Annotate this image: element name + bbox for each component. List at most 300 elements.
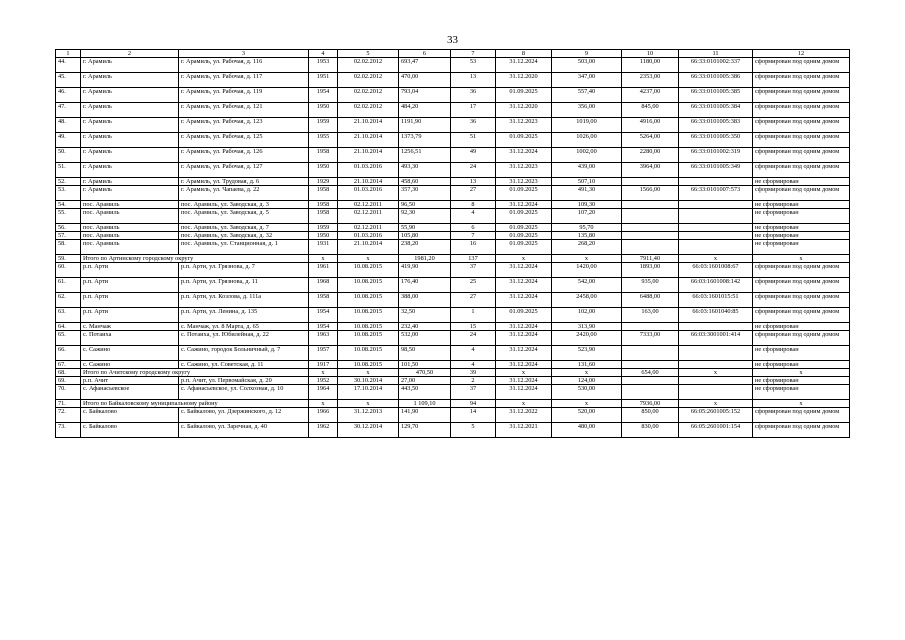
table-cell: 1931 (309, 240, 338, 255)
table-cell: 1962 (309, 423, 338, 438)
table-cell: 64. (56, 323, 81, 331)
table-cell: г. Арамиль (81, 73, 179, 88)
table-row (56, 408, 850, 423)
table-cell: 46. (56, 88, 81, 103)
table-cell (679, 385, 753, 400)
total-label: Итого по Ачитскому городскому округу (81, 369, 309, 377)
table-cell: 443,50 (399, 385, 451, 400)
table-cell: 1958 (309, 201, 338, 209)
table-cell: сформирован под одним домом (753, 186, 850, 201)
table-cell: г. Арамиль (81, 186, 179, 201)
table-cell: 66:03:1601008:67 (679, 263, 753, 278)
table-cell: 25 (451, 278, 496, 293)
table-cell: не сформирован (753, 346, 850, 361)
table-cell (622, 224, 679, 232)
table-cell: г. Арамиль, ул. Рабочая, д. 127 (179, 163, 309, 178)
table-cell: 356,00 (552, 103, 622, 118)
table-cell: 39 (451, 369, 496, 377)
table-cell: 163,00 (622, 308, 679, 323)
table-cell: 21.10.2014 (338, 240, 399, 255)
table-cell: 1959 (309, 118, 338, 133)
table-cell: с. Афанасьевское, ул. Солхозная, д. 10 (179, 385, 309, 400)
table-cell: сформирован под одним домом (753, 293, 850, 308)
column-header: 4 (309, 50, 338, 58)
table-cell: 542,00 (552, 278, 622, 293)
table-cell: 458,60 (399, 178, 451, 186)
table-cell: 37 (451, 385, 496, 400)
table-cell: 01.09.2025 (496, 88, 552, 103)
table-cell: 31.12.2024 (496, 346, 552, 361)
table-row (56, 346, 850, 361)
table-cell: 31.12.2023 (496, 118, 552, 133)
table-row (56, 209, 850, 224)
table-cell: 94 (451, 400, 496, 408)
table-cell: 71. (56, 400, 81, 408)
table-cell: 52. (56, 178, 81, 186)
table-row (56, 88, 850, 103)
table-cell: 439,00 (552, 163, 622, 178)
table-cell: 21.10.2014 (338, 118, 399, 133)
table-cell: сформирован под одним домом (753, 263, 850, 278)
table-cell: 1959 (309, 224, 338, 232)
table-cell: сформирован под одним домом (753, 88, 850, 103)
table-row (56, 308, 850, 323)
table-cell: 1002,00 (552, 148, 622, 163)
table-cell: 66:33:0101005:383 (679, 118, 753, 133)
table-cell: 02.12.2011 (338, 201, 399, 209)
table-cell: сформирован под одним домом (753, 408, 850, 423)
table-cell: 1566,00 (622, 186, 679, 201)
table-cell: 36 (451, 118, 496, 133)
table-cell: 66:03:3001001:414 (679, 331, 753, 346)
column-header: 3 (179, 50, 309, 58)
table-cell: 31.12.2024 (496, 263, 552, 278)
table-cell: с. Манчаж (81, 323, 179, 331)
table-cell: с. Сажино, городок Больничный, д. 7 (179, 346, 309, 361)
table-cell: 1966 (309, 408, 338, 423)
table-cell: 850,00 (622, 408, 679, 423)
table-cell: с. Байкалово (81, 408, 179, 423)
table-cell: x (679, 400, 753, 408)
table-cell: 16 (451, 240, 496, 255)
table-cell: 2353,00 (622, 73, 679, 88)
table-cell: 1026,00 (552, 133, 622, 148)
table-cell: г. Арамиль, ул. Рабочая, д. 119 (179, 88, 309, 103)
table-cell: 01.09.2025 (496, 133, 552, 148)
table-cell: сформирован под одним домом (753, 331, 850, 346)
table-cell: сформирован под одним домом (753, 58, 850, 73)
table-cell: 54. (56, 201, 81, 209)
table-cell: 66:05:2601001:154 (679, 423, 753, 438)
table-cell: не сформирован (753, 377, 850, 385)
table-cell: 347,00 (552, 73, 622, 88)
table-cell: 129,70 (399, 423, 451, 438)
table-cell: г. Арамиль (81, 148, 179, 163)
table-cell (679, 209, 753, 224)
table-cell: 10.08.2015 (338, 293, 399, 308)
table-cell (679, 224, 753, 232)
table-cell: 557,40 (552, 88, 622, 103)
table-cell (622, 377, 679, 385)
table-cell: сформирован под одним домом (753, 118, 850, 133)
table-cell: г. Арамиль (81, 163, 179, 178)
table-cell: 31.12.2022 (496, 408, 552, 423)
table-cell: x (679, 255, 753, 263)
table-cell: р.п. Арти, ул. Козлова, д. 111а (179, 293, 309, 308)
total-row (56, 369, 850, 377)
column-header: 7 (451, 50, 496, 58)
table-cell: г. Арамиль (81, 118, 179, 133)
table-cell: x (679, 369, 753, 377)
table-cell: 66:33:0101005:350 (679, 133, 753, 148)
table-cell: 10.08.2015 (338, 331, 399, 346)
table-cell: не сформирован (753, 323, 850, 331)
column-header: 8 (496, 50, 552, 58)
table-cell: не сформирован (753, 178, 850, 186)
table-cell: пос. Арамиль, ул. Станционная, д. 1 (179, 240, 309, 255)
table-cell: с. Потаиха, ул. Юбилейная, д. 22 (179, 331, 309, 346)
table-cell: р.п. Ачит (81, 377, 179, 385)
table-cell: пос. Арамиль (81, 201, 179, 209)
table-cell: 102,00 (552, 308, 622, 323)
table-cell: не сформирован (753, 361, 850, 369)
table-cell: 935,00 (622, 278, 679, 293)
table-cell: 66:33:0101007:573 (679, 186, 753, 201)
table-cell: 484,20 (399, 103, 451, 118)
table-row (56, 240, 850, 255)
table-cell: 95,70 (552, 224, 622, 232)
column-header: 6 (399, 50, 451, 58)
table-cell: 10.08.2015 (338, 263, 399, 278)
table-cell: 6488,00 (622, 293, 679, 308)
table-cell: 49 (451, 148, 496, 163)
table-cell: 7333,00 (622, 331, 679, 346)
table-cell: 72. (56, 408, 81, 423)
table-cell: 17.10.2014 (338, 385, 399, 400)
table-row (56, 186, 850, 201)
table-cell: x (753, 369, 850, 377)
table-row (56, 201, 850, 209)
table-cell: 31.12.2024 (496, 58, 552, 73)
table-cell: 14 (451, 408, 496, 423)
table-cell: 66:03:1601008:142 (679, 278, 753, 293)
table-cell: 01.03.2016 (338, 232, 399, 240)
table-cell: 31.12.2024 (496, 361, 552, 369)
table-cell: 02.02.2012 (338, 58, 399, 73)
table-cell: 480,00 (552, 423, 622, 438)
table-cell (622, 323, 679, 331)
table-cell: 50. (56, 148, 81, 163)
table-cell: пос. Арамиль, ул. Заводская, д. 5 (179, 209, 309, 224)
table-cell: 520,00 (552, 408, 622, 423)
table-row (56, 278, 850, 293)
table-cell: 4 (451, 361, 496, 369)
table-cell: сформирован под одним домом (753, 133, 850, 148)
table-cell: 1 (451, 308, 496, 323)
table-cell: сформирован под одним домом (753, 308, 850, 323)
table-cell: 4 (451, 209, 496, 224)
table-cell (622, 240, 679, 255)
table-cell: пос. Арамиль, ул. Заводская, д. 3 (179, 201, 309, 209)
table-cell: 73. (56, 423, 81, 438)
table-cell (622, 201, 679, 209)
table-cell: 31.12.2024 (496, 148, 552, 163)
table-cell: 3964,00 (622, 163, 679, 178)
table-cell: 02.12.2011 (338, 209, 399, 224)
table-cell: с. Потаиха (81, 331, 179, 346)
table-cell: 32,50 (399, 308, 451, 323)
table-cell: 13 (451, 178, 496, 186)
table-cell: сформирован под одним домом (753, 278, 850, 293)
column-header: 11 (679, 50, 753, 58)
table-cell: 55,90 (399, 224, 451, 232)
table-cell: р.п. Арти, ул. Грязнова, д. 11 (179, 278, 309, 293)
table-cell: г. Арамиль, ул. Трудовая, д. 6 (179, 178, 309, 186)
table-cell: 1373,79 (399, 133, 451, 148)
table-cell: 1954 (309, 308, 338, 323)
table-cell: г. Арамиль (81, 103, 179, 118)
table-cell: 1950 (309, 103, 338, 118)
table-cell: с. Манчаж, ул. 8 Марта, д. 65 (179, 323, 309, 331)
table-cell: 124,00 (552, 377, 622, 385)
table-cell: 66:33:0101005:349 (679, 163, 753, 178)
column-header: 10 (622, 50, 679, 58)
table-cell: 419,90 (399, 263, 451, 278)
table-cell: 66:03:1601015:51 (679, 293, 753, 308)
table-cell: 493,30 (399, 163, 451, 178)
table-cell: 10.08.2015 (338, 308, 399, 323)
table-cell: 66:33:0101002:337 (679, 58, 753, 73)
table-cell: 21.10.2014 (338, 178, 399, 186)
table-cell: 1981,20 (399, 255, 451, 263)
table-cell: 67. (56, 361, 81, 369)
table-cell: сформирован под одним домом (753, 148, 850, 163)
table-cell: 31.12.2013 (338, 408, 399, 423)
table-cell: 13 (451, 73, 496, 88)
table-cell: 47. (56, 103, 81, 118)
table-cell: 62. (56, 293, 81, 308)
table-cell: 66:33:0101002:319 (679, 148, 753, 163)
table-cell: 1893,00 (622, 263, 679, 278)
table-cell: 141,90 (399, 408, 451, 423)
table-cell: 21.10.2014 (338, 148, 399, 163)
table-cell: г. Арамиль (81, 58, 179, 73)
table-cell: 5264,00 (622, 133, 679, 148)
table-cell: x (309, 255, 338, 263)
table-cell: 7911,40 (622, 255, 679, 263)
table-cell: 1958 (309, 293, 338, 308)
table-cell: 268,20 (552, 240, 622, 255)
table-cell: 24 (451, 163, 496, 178)
table-row (56, 58, 850, 73)
table-cell: 1 109,10 (399, 400, 451, 408)
table-cell: 66. (56, 346, 81, 361)
table-cell: 02.02.2012 (338, 103, 399, 118)
table-cell: 37 (451, 263, 496, 278)
table-cell: 2458,00 (552, 293, 622, 308)
table-cell: 01.03.2016 (338, 163, 399, 178)
total-row (56, 400, 850, 408)
table-cell: 31.12.2024 (496, 331, 552, 346)
table-cell: р.п. Арти (81, 263, 179, 278)
table-cell: с. Сажино (81, 346, 179, 361)
table-cell: x (496, 400, 552, 408)
table-cell: сформирован под одним домом (753, 163, 850, 178)
table-cell: с. Байкалово (81, 423, 179, 438)
table-cell: 66:33:0101005:386 (679, 73, 753, 88)
table-cell: 8 (451, 201, 496, 209)
table-cell: 31.12.2024 (496, 201, 552, 209)
table-cell: г. Арамиль, ул. Рабочая, д. 126 (179, 148, 309, 163)
table-cell: 31.12.2024 (496, 385, 552, 400)
table-cell: с. Байкалово, ул. Заречная, д. 40 (179, 423, 309, 438)
column-header: 9 (552, 50, 622, 58)
table-cell: 51. (56, 163, 81, 178)
table-cell: 58. (56, 240, 81, 255)
table-cell: 63. (56, 308, 81, 323)
table-cell: 1420,00 (552, 263, 622, 278)
table-cell: 31.12.2023 (496, 163, 552, 178)
table-cell: пос. Арамиль (81, 209, 179, 224)
table-cell: сформирован под одним домом (753, 73, 850, 88)
table-cell: 10.08.2015 (338, 278, 399, 293)
table-cell (679, 240, 753, 255)
table-cell (622, 209, 679, 224)
table-cell: 1958 (309, 209, 338, 224)
table-cell: г. Арамиль, ул. Рабочая, д. 125 (179, 133, 309, 148)
table-cell: 131,60 (552, 361, 622, 369)
table-cell: 1191,90 (399, 118, 451, 133)
table-cell: 59. (56, 255, 81, 263)
table-cell: не сформирован (753, 385, 850, 400)
table-cell: г. Арамиль (81, 178, 179, 186)
table-cell: пос. Арамиль (81, 232, 179, 240)
table-cell: 02.12.2011 (338, 224, 399, 232)
table-cell: 48. (56, 118, 81, 133)
table-cell: x (552, 255, 622, 263)
table-row (56, 73, 850, 88)
table-cell: г. Арамиль (81, 88, 179, 103)
table-cell: 793,04 (399, 88, 451, 103)
table-cell: 7 (451, 232, 496, 240)
table-cell: р.п. Арти (81, 308, 179, 323)
table-row (56, 361, 850, 369)
table-cell: 2280,00 (622, 148, 679, 163)
table-cell: сформирован под одним домом (753, 423, 850, 438)
table-cell: пос. Арамиль (81, 224, 179, 232)
table-cell: 1953 (309, 58, 338, 73)
table-cell (679, 201, 753, 209)
table-cell: 98,50 (399, 346, 451, 361)
table-cell: р.п. Арти, ул. Ленина, д. 135 (179, 308, 309, 323)
table-cell: г. Арамиль, ул. Чапаева, д. 22 (179, 186, 309, 201)
table-cell (679, 361, 753, 369)
table-cell: 66:05:2601005:152 (679, 408, 753, 423)
table-cell (679, 377, 753, 385)
column-header: 2 (81, 50, 179, 58)
table-row (56, 331, 850, 346)
table-cell: 1954 (309, 323, 338, 331)
table-cell: г. Арамиль (81, 133, 179, 148)
table-cell: г. Арамиль, ул. Рабочая, д. 117 (179, 73, 309, 88)
table-cell: 10.08.2015 (338, 323, 399, 331)
table-cell: 470,00 (399, 73, 451, 88)
table-cell: 507,10 (552, 178, 622, 186)
table-cell: 49. (56, 133, 81, 148)
table-cell (679, 232, 753, 240)
table-cell: 01.09.2025 (496, 209, 552, 224)
table-cell: 1917 (309, 361, 338, 369)
table-cell: x (338, 369, 399, 377)
table-cell: 61. (56, 278, 81, 293)
total-label: Итого по Артинскому городскому округу (81, 255, 309, 263)
table-cell: 1961 (309, 263, 338, 278)
table-cell: 523,90 (552, 346, 622, 361)
table-cell: 45. (56, 73, 81, 88)
table-cell: 31.12.2021 (496, 423, 552, 438)
table-cell: 31.12.2024 (496, 377, 552, 385)
table-cell: 60. (56, 263, 81, 278)
table-cell: 31.12.2024 (496, 323, 552, 331)
table-cell: 137 (451, 255, 496, 263)
table-cell (622, 385, 679, 400)
table-cell: x (338, 255, 399, 263)
table-cell: 654,00 (622, 369, 679, 377)
table-cell: 1963 (309, 331, 338, 346)
table-cell: x (338, 400, 399, 408)
table-cell: 470,50 (399, 369, 451, 377)
table-cell: 232,40 (399, 323, 451, 331)
table-cell: 109,30 (552, 201, 622, 209)
table-cell: 135,80 (552, 232, 622, 240)
table-cell: пос. Арамиль, ул. Заводская, д. 32 (179, 232, 309, 240)
table-cell: 10.08.2015 (338, 346, 399, 361)
total-label: Итого по Байкаловскому муниципальному району (81, 400, 309, 408)
table-cell: 31.12.2024 (496, 293, 552, 308)
table-cell: 66:33:0101005:385 (679, 88, 753, 103)
table-cell: г. Арамиль, ул. Рабочая, д. 123 (179, 118, 309, 133)
table-cell: 30.10.2014 (338, 377, 399, 385)
table-cell (622, 346, 679, 361)
table-cell: 830,00 (622, 423, 679, 438)
table-cell: 2 (451, 377, 496, 385)
table-cell: x (496, 369, 552, 377)
page-number: 33 (447, 34, 458, 46)
table-cell: 1954 (309, 88, 338, 103)
table-cell: 02.02.2012 (338, 73, 399, 88)
table-cell: 31.12.2020 (496, 103, 552, 118)
table-cell: 31.12.2020 (496, 73, 552, 88)
table-cell: 31.12.2024 (496, 278, 552, 293)
table-cell: 491,30 (552, 186, 622, 201)
column-header-row (56, 50, 850, 58)
table-cell: г. Арамиль, ул. Рабочая, д. 116 (179, 58, 309, 73)
table-cell: 01.03.2016 (338, 186, 399, 201)
table-cell: x (552, 400, 622, 408)
table-row (56, 148, 850, 163)
table-cell: 56. (56, 224, 81, 232)
table-cell: 15 (451, 323, 496, 331)
table-cell: пос. Арамиль (81, 240, 179, 255)
table-cell: 31.12.2023 (496, 178, 552, 186)
table-cell: 53. (56, 186, 81, 201)
table-cell: 1951 (309, 73, 338, 88)
table-cell: г. Арамиль, ул. Рабочая, д. 121 (179, 103, 309, 118)
table-cell: x (552, 369, 622, 377)
table-cell: 530,00 (552, 385, 622, 400)
table-cell: 101,50 (399, 361, 451, 369)
table-cell: 1256,51 (399, 148, 451, 163)
